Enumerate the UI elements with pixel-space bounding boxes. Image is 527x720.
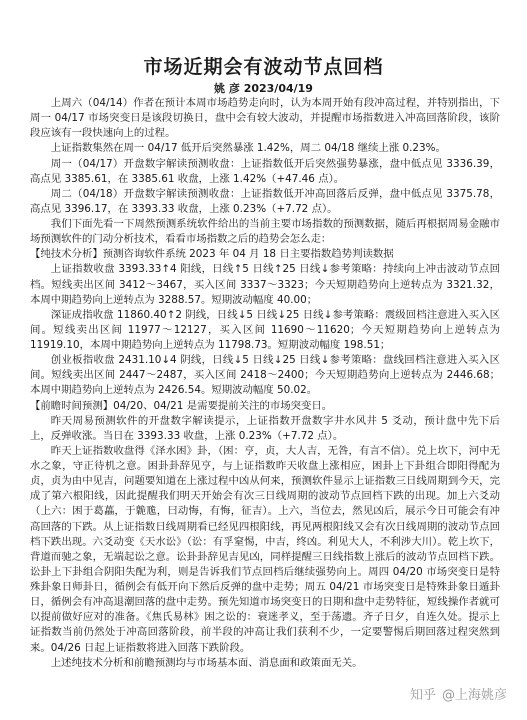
heading-technical-analysis: 【纯技术分析】预测咨询软件系统 2023 年 04 月 18 日主要指数趋势判读数据 xyxy=(30,248,394,261)
heading-forward-forecast: 【前瞻时间预测】04/20、04/21 是需要提前关注的市场突变日。 xyxy=(30,399,333,412)
paragraph-shanghai-index: 上证指数收盘 3393.33↑4 阳线，日线↑5 日线↑25 日线↓参考策略：持续向上冲击波动节点回档。短线卖出区间 3412～3467，买入区间 3337～3323；今天短期趋势向上逆转点为 3321.32，本周中期趋势向上逆转点为 3288.57。短期波动幅度 40.00； xyxy=(30,263,500,306)
watermark xyxy=(410,684,507,703)
paragraph-tuesday: 周二（04/18）开盘数字解读预测收盘：上证指数低开冲高回落后反弹，盘中低点见 3375.78，高点见 3396.17，在 3393.33 收盘，上涨 0.23%（+7.72 点）。 xyxy=(30,187,500,215)
watermark-site: 知乎 xyxy=(409,688,436,703)
paragraph-lead-in: 我们下面先看一下周然预测系统软件给出的当前主要市场指数的预测数据，随后再根据周易金融市场预测软件的门动分析技术，看看市场指数之后的趋势会怎么走： xyxy=(30,218,500,246)
article-title: 市场近期会有波动节点回档 xyxy=(143,56,384,78)
paragraph-intro: 上周六（04/14）作者在预计本周市场趋势走向时，认为本周开始有段冲高过程，并特别指出，下周一 04/17 市场突变日是该段切换日，盘中会有较大波动，并提醒市场指数进入冲高回落阶段，该阶段应该有一段快速向上的过程。 xyxy=(30,97,500,140)
paragraph-disclaimer: 上述纯技术分析和前瞻预测均与市场基本面、消息面和政策面无关。 xyxy=(50,656,363,669)
article-body xyxy=(30,96,500,671)
paragraph-chinext-index: 创业板指收盘 2431.10↓4 阴线，日线↓5 日线↓25 日线↓参考策略：盘线回档注意进入买入区间。短线卖出区间 2447～2487，买入区间 2418～2400；今天短期趋势向上逆转点为 2446.68；本周中期趋势向上逆转点为 2426.54。短期波动幅度 50.02。 xyxy=(30,354,500,397)
paragraph-hexagram-analysis: 昨天上证指数收盘得《泽水困》卦，（困：亨，贞，大人吉，无咎，有言不信）。兑上坎下，河中无水之象，守正待机之意。困卦卦辞见亨，与上证指数昨天收盘上涨相应，困卦上下卦组合即阳得配为贞，贞为由中见吉，问题要知道在上涨过程中凶从何来，预测软件显示上证指数三日线周期到今天，完成了第六根阳线，因此提醒我们明天开始会有次三日线周期的波动节点回档下跌的出现。加上六爻动（上六：困于葛藟，于臲卼，曰动悔，有悔，征吉）。上六，当位去，然见凶后，展示今日可能会有冲高回落的下跌。从上证指数日线周期看已经见四根阳线，再见两根阳线又会有次日线周期的波动节点回档下跌出现。六爻动变《天水讼》（讼：有孚窒惕，中吉，终凶。利见大人，不利涉大川）。乾上坎下，背道而驰之象，无端起讼之意。讼卦卦辞见吉见凶，同样提醒三日线指数上涨后的波动节点回档下跌。讼卦上下卦组合阴阳失配为利，则是告诉我们节点回档后继续强势向上。周四 04/20 市场突变日是特殊卦象日师卦日，循例会有低开向下然后反弹的盘中走势；周五 04/21 市场突变日是特殊卦象日遁卦日，循例会有冲高退潮回落的盘中走势。预先知道市场突变日的日期和盘中走势特征，短线操作者就可以提前做好应对的准备。《焦氏易林》困之讼的：衰迷孝义，至于荡遗。齐子日夕，自连久处。提示上证指数当前仍然处于冲高回落阶段，前半段的冲高让我们获利不少，一定要警惕后期回落过程突然到来。04/26 日起上证指数将进入回落下跌阶段。 xyxy=(30,444,500,654)
paragraph-monday: 周一（04/17）开盘数字解读预测收盘：上证指数低开后突然强势暴涨，盘中低点见 3336.39，高点见 3385.61，在 3385.61 收盘，上涨 1.42%（+47.46 点）。 xyxy=(30,157,500,185)
paragraph-shenzhen-index: 深证成指收盘 11860.40↑2 阴线，日线↓5 日线↓25 日线↓参考策略：震级回档注意进入买入区间。短线卖出区间 11977～12127，买入区间 11690～11620；今天短期趋势向上逆转点为 11919.10，本周中期趋势向上逆转点为 11798.73。短期波动幅度 198.51； xyxy=(30,308,500,351)
watermark-author: @上海姚彦 xyxy=(441,688,507,703)
paragraph-yesterday-reading: 昨天周易预测软件的开盘数字解读提示，上证指数开盘数字井水风井 5 爻动，预计盘中先下后上，反弹收涨。当日在 3393.33 收盘，上涨 0.23%（+7.72 点）。 xyxy=(30,414,500,442)
article-byline: 姚 彦 2023/04/19 xyxy=(214,82,313,95)
paragraph-summary: 上证指数集然在周一 04/17 低开后突然暴涨 1.42%，周二 04/18 继续上涨 0.23%。 xyxy=(50,142,446,155)
